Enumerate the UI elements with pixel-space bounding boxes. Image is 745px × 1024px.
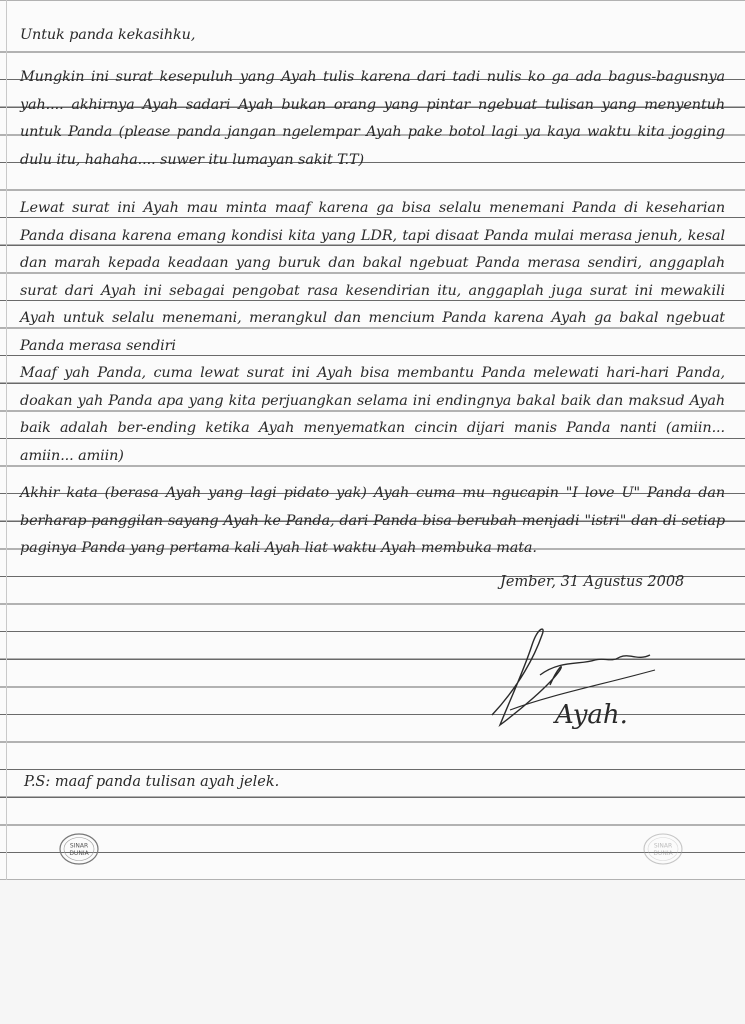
svg-text:DUNIA: DUNIA (69, 850, 89, 857)
sinar-dunia-logo-faded (642, 832, 684, 866)
svg-text:SINAR: SINAR (653, 842, 673, 850)
letter-paragraph-1: Mungkin ini surat kesepuluh yang Ayah tulis karena dari tadi nulis ko ga ada bagus-bagusnya yah.... akhirnya Ayah sadari Ayah bukan orang yang pintar ngebuat tulisan yang menyentuh untuk Panda (please panda jangan ngelempar Ayah pake botol lagi ya kaya waktu kita jogging dulu itu, hahaha.... suwer itu lumayan sakit T.T) (20, 69, 725, 168)
signature-closing: Ayah. (555, 700, 628, 730)
letter-greeting: Untuk panda kekasihku, (20, 27, 196, 43)
postscript: P.S: maaf panda tulisan ayah jelek. (24, 774, 280, 790)
letter-date: Jember, 31 Agustus 2008 (500, 574, 685, 590)
paper-margin-line (6, 0, 7, 880)
svg-text:DUNIA: DUNIA (653, 850, 673, 857)
page-background (0, 880, 745, 1024)
letter-paragraph-3: Maaf yah Panda, cuma lewat surat ini Ayah bisa membantu Panda melewati hari-hari Panda, doakan yah Panda apa yang kita perjuangkan selama ini endingnya bakal baik dan maksud Ayah baik adalah ber-ending ketika Ayah menyematkan cincin dijari manis Panda nanti (amiin... amiin... amiin) (20, 365, 725, 464)
letter-paragraph-2: Lewat surat ini Ayah mau minta maaf karena ga bisa selalu menemani Panda di keseharian Panda disana karena emang kondisi kita yang LDR, tapi disaat Panda mulai merasa jenuh, kesal dan marah kepada keadaan yang buruk dan bakal ngebuat Panda merasa sendiri, anggaplah surat dari Ayah ini sebagai pengobat rasa kesendirian itu, anggaplah juga surat ini mewakili Ayah untuk selalu menemani, merangkul dan mencium Panda karena Ayah ga bakal ngebuat Panda merasa sendiri (20, 200, 725, 354)
signature-scribble (480, 615, 680, 765)
sinar-dunia-logo (58, 832, 100, 866)
letter-paragraph-4: Akhir kata (berasa Ayah yang lagi pidato yak) Ayah cuma mu ngucapin "I love U" Panda dan berharap panggilan sayang Ayah ke Panda, dari Panda bisa berubah menjadi "istri" dan di setiap paginya Panda yang pertama kali Ayah liat waktu Ayah membuka mata. (20, 485, 725, 557)
svg-text:SINAR: SINAR (69, 842, 89, 850)
